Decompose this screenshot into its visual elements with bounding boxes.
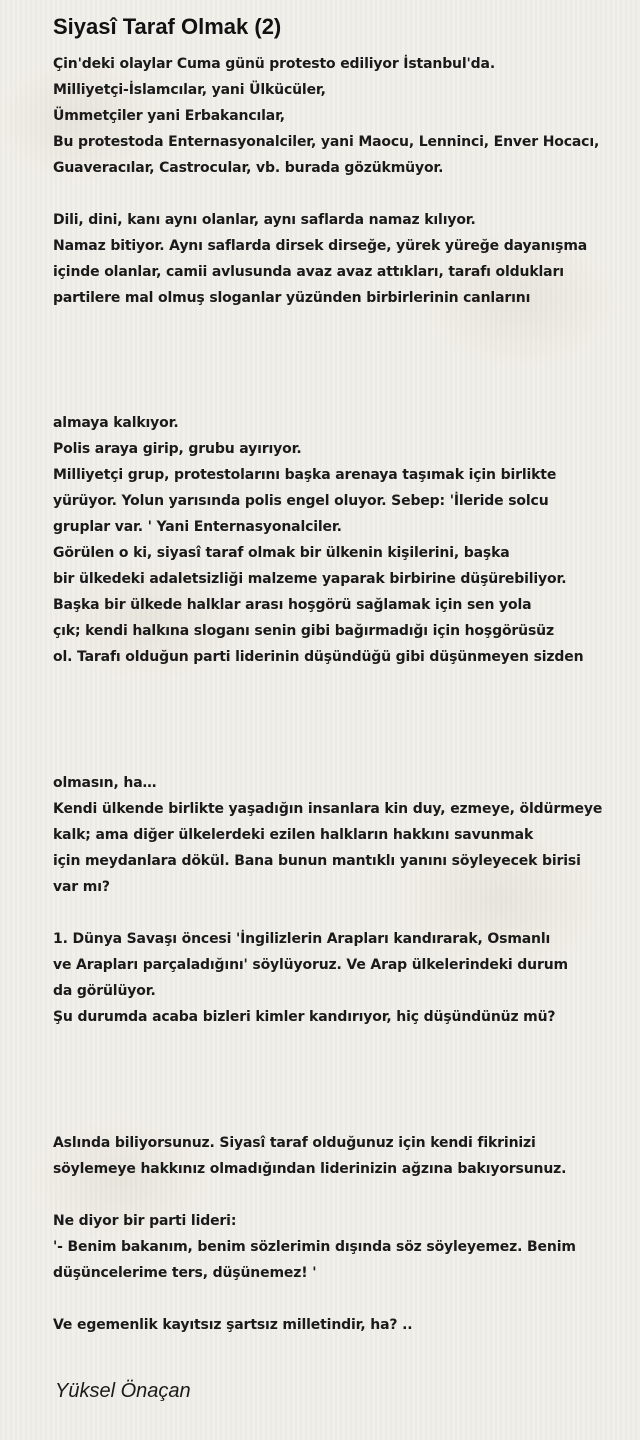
author-name: Yüksel Önaçan <box>55 1380 191 1402</box>
poem-title: Siyasî Taraf Olmak (2) <box>53 14 282 39</box>
poem-line: kalk; ama diğer ülkelerdeki ezilen halkların hakkını savunmak <box>53 827 534 843</box>
poem-line: yürüyor. Yolun yarısında polis engel oluyor. Sebep: 'İleride solcu <box>53 493 549 509</box>
poem-line: ve Arapları parçaladığını' söylüyoruz. Ve Arap ülkelerindeki durum <box>53 957 568 973</box>
poem-line: çık; kendi halkına sloganı senin gibi bağırmadığı için hoşgörüsüz <box>53 623 554 639</box>
poem-line: içinde olanlar, camii avlusunda avaz avaz attıkları, tarafı oldukları <box>53 264 564 280</box>
poem-line: için meydanlara dökül. Bana bunun mantıklı yanını söyleyecek birisi <box>53 853 581 869</box>
poem-line: bir ülkedeki adaletsizliği malzeme yaparak birbirine düşürebiliyor. <box>53 571 567 587</box>
poem-line: var mı? <box>53 879 110 895</box>
poem-line: söylemeye hakkınız olmadığından liderinizin ağzına bakıyorsunuz. <box>53 1161 567 1177</box>
poem-line: Görülen o ki, siyasî taraf olmak bir ülkenin kişilerini, başka <box>53 545 510 561</box>
poem-line: Aslında biliyorsunuz. Siyasî taraf olduğunuz için kendi fikrinizi <box>53 1135 536 1151</box>
poem-line: Şu durumda acaba bizleri kimler kandırıyor, hiç düşündünüz mü? <box>53 1009 556 1025</box>
poem-line: düşüncelerime ters, düşünemez! ' <box>53 1265 317 1281</box>
poem-line: 1. Dünya Savaşı öncesi 'İngilizlerin Arapları kandırarak, Osmanlı <box>53 931 551 947</box>
poem-line: almaya kalkıyor. <box>53 415 179 431</box>
poem-line: Dili, dini, kanı aynı olanlar, aynı saflarda namaz kılıyor. <box>53 212 476 228</box>
poem-line: Milliyetçi-İslamcılar, yani Ülkücüler, <box>53 82 326 98</box>
poem-line: Guaveracılar, Castrocular, vb. burada gözükmüyor. <box>53 160 444 176</box>
poem-line: Namaz bitiyor. Aynı saflarda dirsek dirseğe, yürek yüreğe dayanışma <box>53 238 588 254</box>
poem-line: Ne diyor bir parti lideri: <box>53 1213 237 1229</box>
poem-line: Polis araya girip, grubu ayırıyor. <box>53 441 302 457</box>
poem-line: Başka bir ülkede halklar arası hoşgörü sağlamak için sen yola <box>53 597 532 613</box>
poem-line: Milliyetçi grup, protestolarını başka arenaya taşımak için birlikte <box>53 467 557 483</box>
poem-line: ol. Tarafı olduğun parti liderinin düşündüğü gibi düşünmeyen sizden <box>53 649 584 665</box>
poem-line: gruplar var. ' Yani Enternasyonalciler. <box>53 519 342 535</box>
poem-line: Ümmetçiler yani Erbakancılar, <box>53 108 285 124</box>
poem-line: Ve egemenlik kayıtsız şartsız milletindir, ha? .. <box>53 1317 413 1333</box>
poem-line: partilere mal olmuş sloganlar yüzünden birbirlerinin canlarını <box>53 290 531 306</box>
poem-line: olmasın, ha… <box>53 775 157 791</box>
poem-line: Kendi ülkende birlikte yaşadığın insanlara kin duy, ezmeye, öldürmeye <box>53 801 603 817</box>
poem-line: Bu protestoda Enternasyonalciler, yani Maocu, Lenninci, Enver Hocacı, <box>53 134 600 150</box>
poem-line: '- Benim bakanım, benim sözlerimin dışında söz söyleyemez. Benim <box>53 1239 576 1255</box>
poem-line: da görülüyor. <box>53 983 156 999</box>
poem-line: Çin'deki olaylar Cuma günü protesto ediliyor İstanbul'da. <box>53 56 496 72</box>
